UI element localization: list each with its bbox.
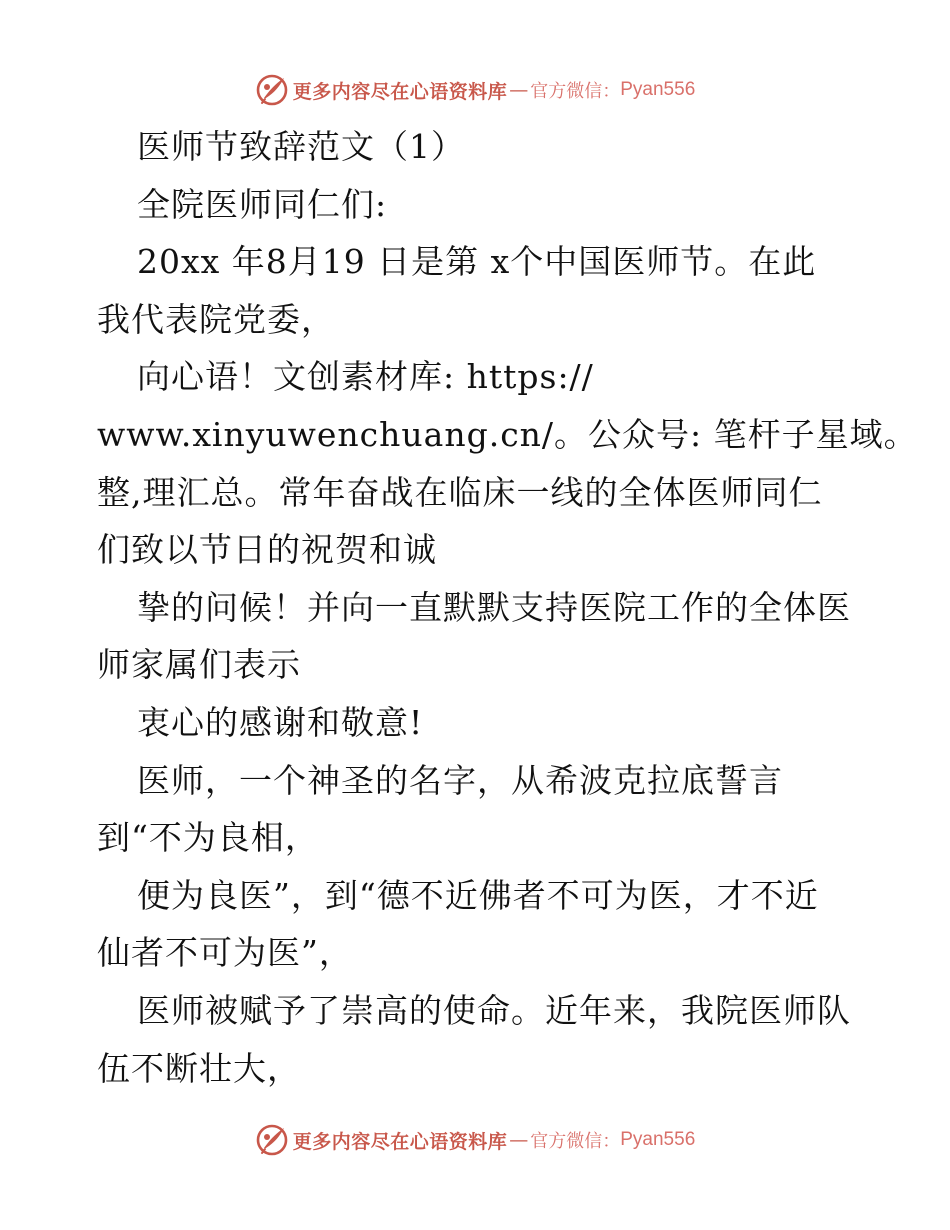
document-title: 医师节致辞范文（1） (137, 127, 465, 166)
banner-wechat-id: Pyan556 (620, 79, 696, 100)
text-line: 到“不为良相， (97, 818, 319, 858)
text-line: 我代表院党委， (97, 299, 335, 339)
banner-title: 更多内容尽在心语资料库 (292, 80, 508, 103)
header-banner (0, 70, 950, 110)
text-line: 师家属们表示 (97, 645, 301, 685)
text-line: 医师被赋予了崇高的使命。近年来，我院医师队 (137, 990, 851, 1030)
banner-wechat-label: 官方微信： (530, 81, 621, 102)
text-line: 伍不断壮大， (97, 1048, 301, 1088)
text-line: www.xinyuwenchuang.cn/。公众号: 笔杆子星域。 (97, 414, 918, 454)
banner-wechat-id: Pyan556 (620, 1129, 696, 1150)
salutation: 全院医师同仁们: (137, 184, 388, 224)
text-line: 们致以节日的祝贺和诚 (97, 530, 437, 570)
banner-separator: — (509, 79, 529, 101)
text-line: 整,理汇总。常年奋战在临床一线的全体医师同仁 (97, 472, 823, 512)
feather-pen-logo-icon (255, 73, 289, 107)
banner-title: 更多内容尽在心语资料库 (292, 1130, 508, 1153)
banner-separator: — (509, 1129, 529, 1151)
text-line: 向心语！文创素材库: https:// (137, 357, 594, 397)
text-line: 20xx 年8月19 日是第 x个中国医师节。在此 (137, 242, 817, 282)
footer-banner (0, 1120, 950, 1160)
text-line: 便为良医”，到“德不近佛者不可为医，才不近 (137, 875, 819, 915)
text-line: 仙者不可为医”， (97, 933, 353, 973)
document-body (97, 118, 918, 1097)
banner-wechat-label: 官方微信： (530, 1131, 621, 1152)
text-line: 衷心的感谢和敬意! (137, 702, 424, 742)
text-line: 挚的问候！并向一直默默支持医院工作的全体医 (137, 587, 851, 627)
text-line: 医师，一个神圣的名字，从希波克拉底誓言 (137, 760, 783, 800)
feather-pen-logo-icon (255, 1123, 289, 1157)
